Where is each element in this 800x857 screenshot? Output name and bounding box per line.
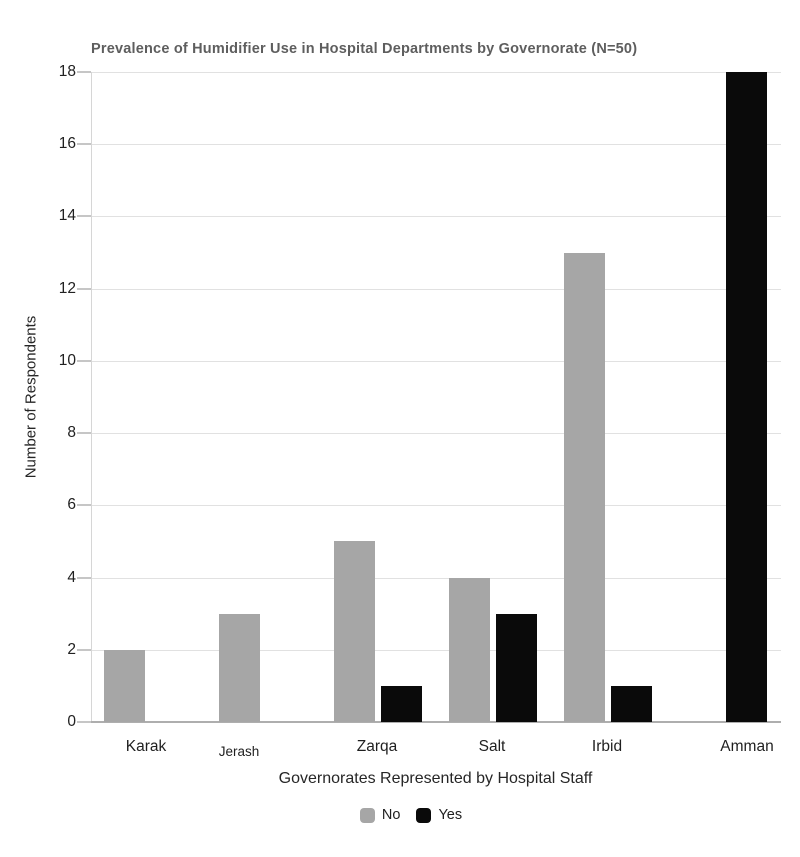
y-axis-tick bbox=[77, 577, 91, 579]
x-axis-title: Governorates Represented by Hospital Staff bbox=[278, 770, 593, 787]
y-tick-label: 0 bbox=[67, 713, 76, 730]
y-tick-label: 14 bbox=[58, 207, 76, 225]
y-axis-title: Number of Respondents bbox=[22, 315, 40, 479]
gridline bbox=[92, 361, 781, 362]
legend-item-no bbox=[360, 807, 401, 823]
bar-yes-irbid bbox=[611, 686, 652, 722]
bar-yes-salt bbox=[496, 614, 537, 722]
y-axis-tick bbox=[77, 288, 91, 290]
gridline bbox=[92, 289, 781, 290]
y-tick-label: 16 bbox=[58, 135, 76, 153]
gridline bbox=[92, 650, 781, 651]
bar-no-zarqa bbox=[334, 541, 375, 722]
y-tick-label: 6 bbox=[67, 496, 76, 514]
legend bbox=[11, 807, 800, 823]
y-tick-label: 4 bbox=[67, 568, 76, 586]
y-axis-tick bbox=[77, 432, 91, 434]
y-tick-label: 8 bbox=[67, 424, 76, 442]
gridline bbox=[92, 433, 781, 434]
bar-no-jerash bbox=[219, 614, 260, 722]
legend-item-yes bbox=[416, 807, 462, 823]
y-tick-label: 18 bbox=[58, 63, 76, 80]
bar-yes-amman bbox=[726, 72, 767, 722]
bar-no-salt bbox=[449, 578, 490, 722]
legend-label-yes: Yes bbox=[438, 807, 463, 823]
y-axis-line bbox=[91, 72, 92, 722]
y-tick-label: 10 bbox=[58, 351, 76, 369]
gridline bbox=[92, 578, 781, 579]
gridline bbox=[92, 216, 781, 217]
y-axis-tick bbox=[77, 721, 91, 723]
y-axis-tick bbox=[77, 71, 91, 73]
chart-title: Prevalence of Humidifier Use in Hospital Departments by Governorate (N=50) bbox=[91, 41, 638, 57]
legend-marker-yes-icon bbox=[416, 808, 431, 823]
x-tick-label-zarqa: Zarqa bbox=[356, 738, 398, 755]
x-axis-line bbox=[91, 721, 781, 723]
y-axis-tick bbox=[77, 360, 91, 362]
legend-label-no: No bbox=[381, 807, 401, 823]
y-tick-label: 12 bbox=[58, 279, 76, 297]
bar-no-karak bbox=[104, 650, 145, 722]
bar-no-irbid bbox=[564, 253, 605, 722]
x-tick-label-salt: Salt bbox=[478, 738, 506, 755]
x-tick-label-jerash: Jerash bbox=[218, 744, 260, 759]
y-axis-tick bbox=[77, 215, 91, 217]
x-tick-label-irbid: Irbid bbox=[591, 738, 623, 755]
y-axis-tick bbox=[77, 143, 91, 145]
x-tick-label-karak: Karak bbox=[125, 738, 167, 755]
y-axis-tick bbox=[77, 649, 91, 651]
legend-marker-no-icon bbox=[360, 808, 375, 823]
gridline bbox=[92, 505, 781, 506]
x-tick-label-amman: Amman bbox=[720, 738, 774, 755]
y-axis-tick bbox=[77, 504, 91, 506]
gridline bbox=[92, 72, 781, 73]
bar-yes-zarqa bbox=[381, 686, 422, 722]
y-tick-label: 2 bbox=[67, 640, 76, 658]
gridline bbox=[92, 144, 781, 145]
